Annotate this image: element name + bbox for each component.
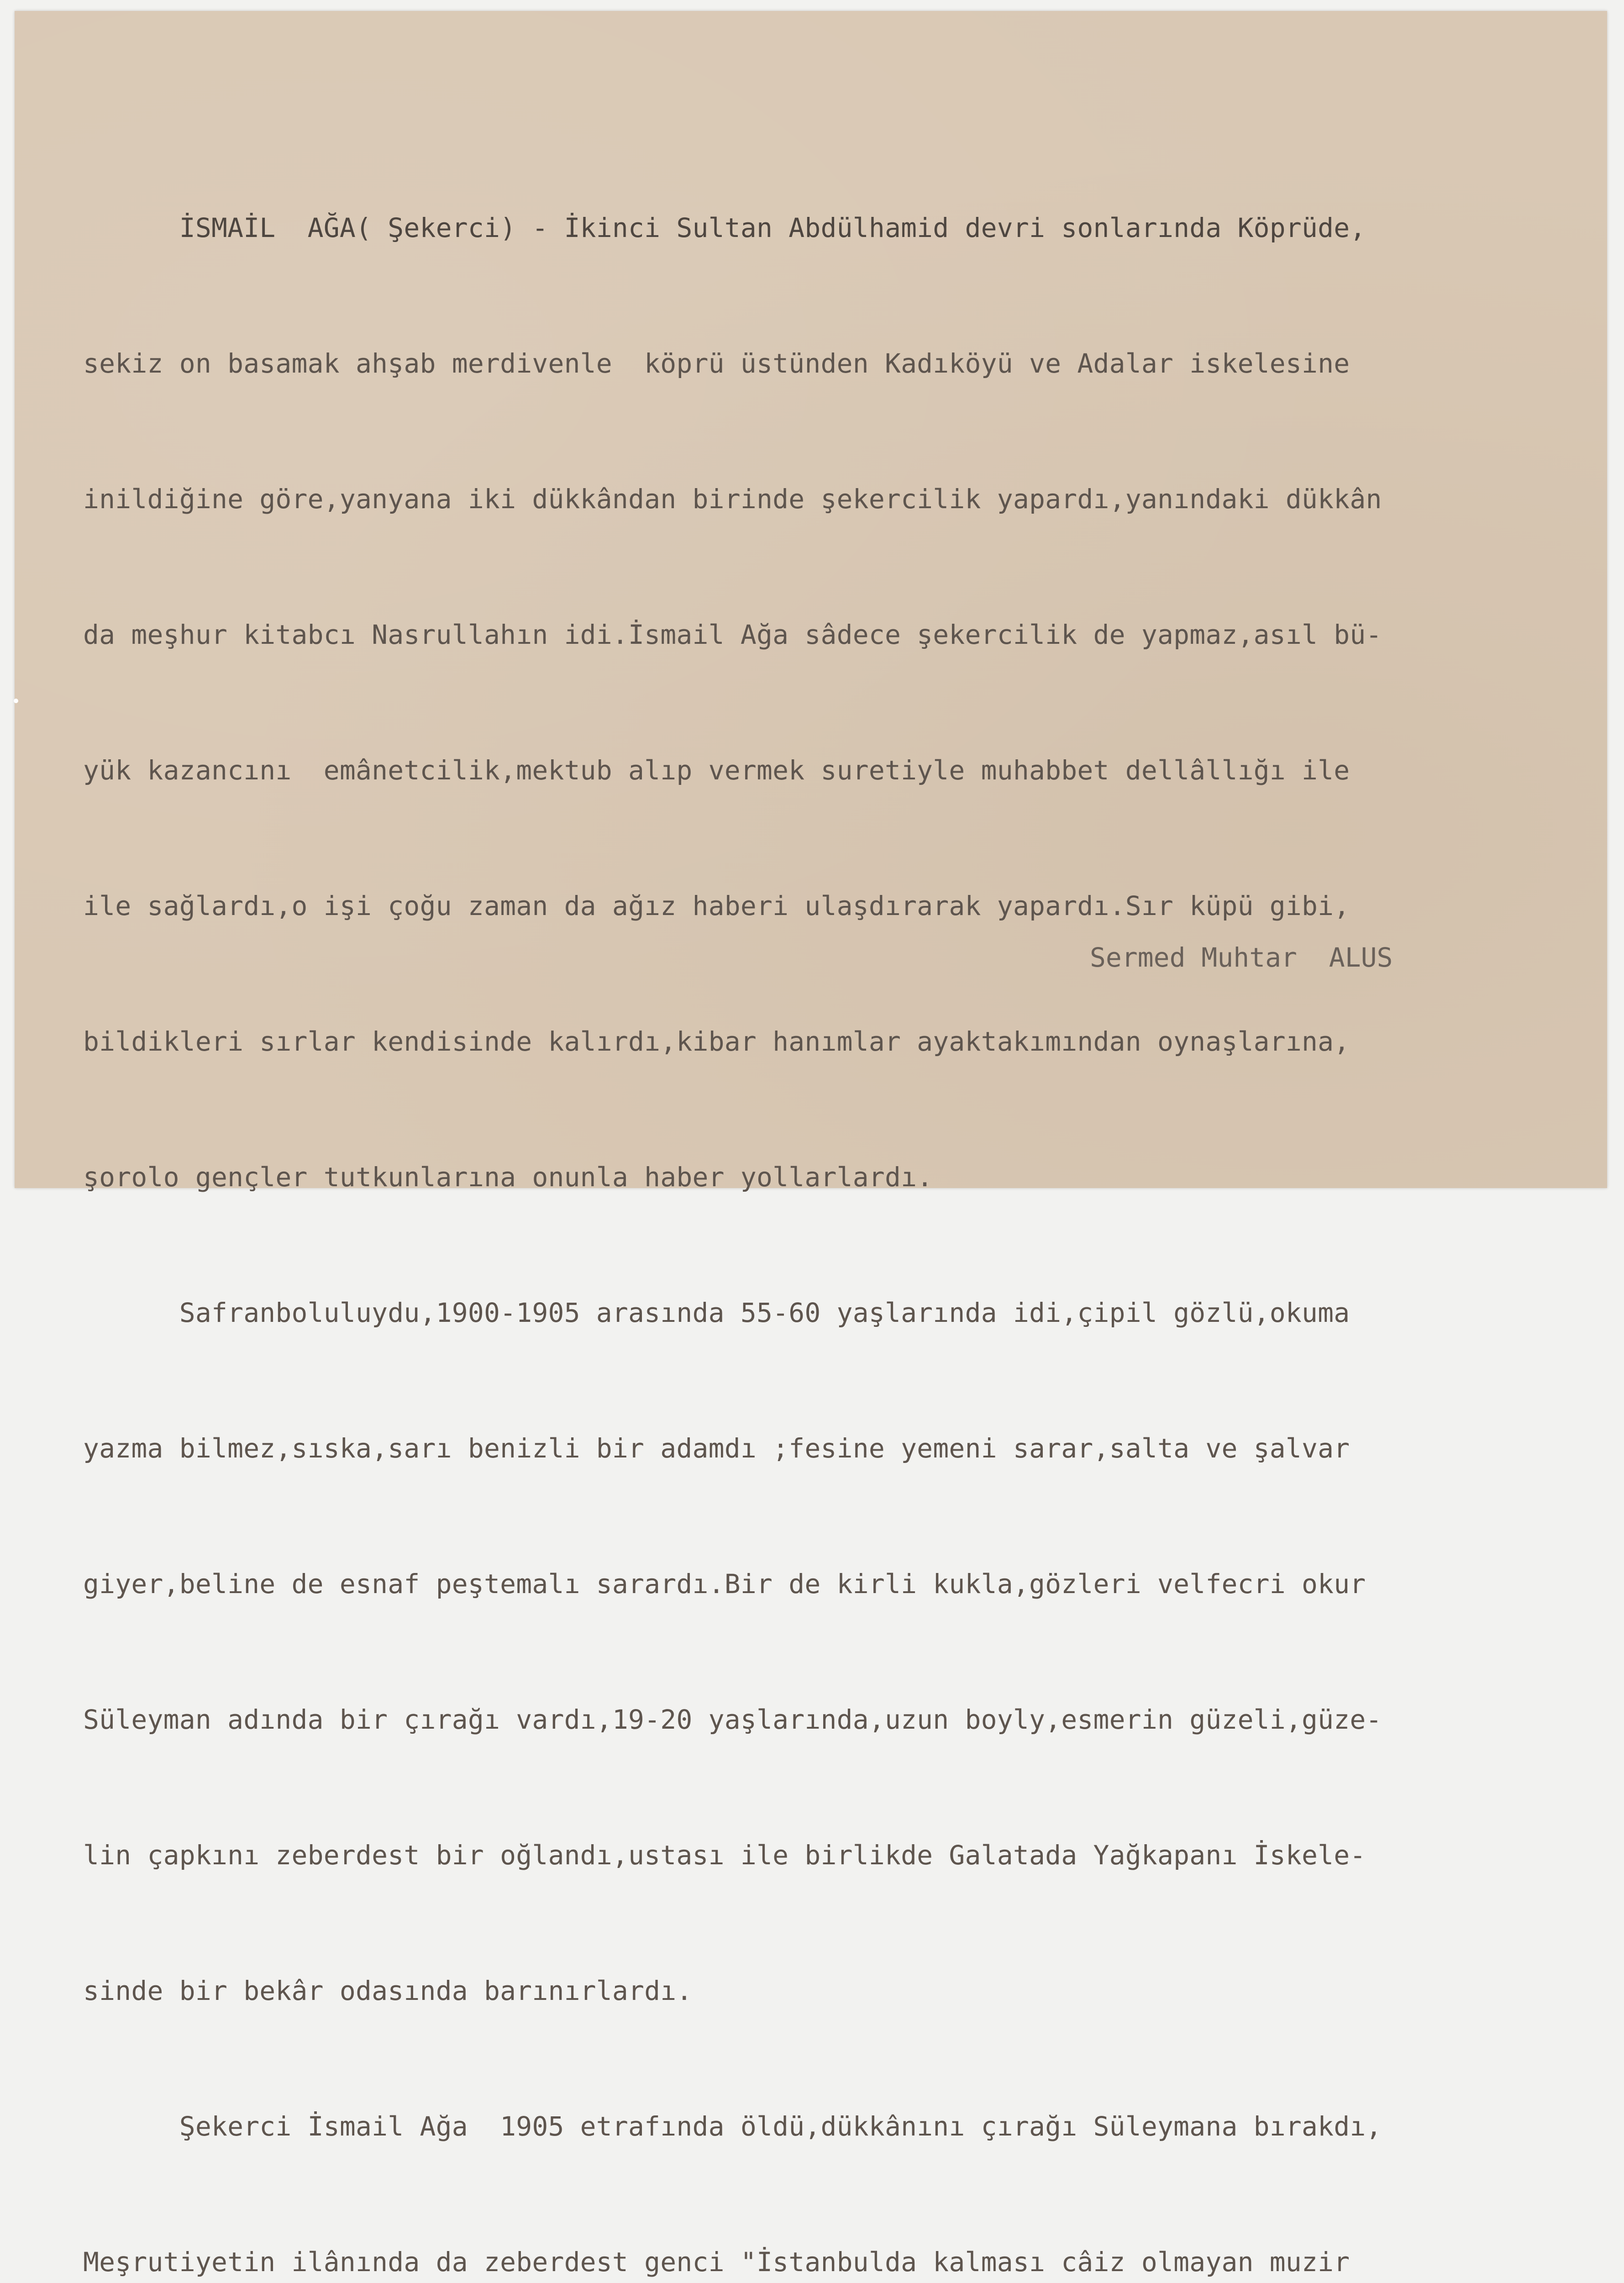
- text-line: da meşhur kitabcı Nasrullahın idi.İsmail Ağa sâdece şekercilik de yapmaz,asıl bü-: [83, 619, 1382, 650]
- text-line: sekiz on basamak ahşab merdivenle köprü üstünden Kadıköyü ve Adalar iskelesine: [83, 348, 1350, 379]
- text-line: Süleyman adında bir çırağı vardı,19-20 yaşlarında,uzun boyly,esmerin güzeli,güze-: [83, 1704, 1382, 1735]
- text-line: şorolo gençler tutkunlarına onunla haber yollarlardı.: [83, 1162, 933, 1193]
- text-line: inildiğine göre,yanyana iki dükkândan birinde şekercilik yapardı,yanındaki dükkân: [83, 484, 1382, 515]
- text-line-title: İSMAİL AĞA( Şekerci) - İkinci Sultan Abdülhamid devri sonlarında Köprüde,: [83, 212, 1366, 243]
- text-line-paragraph-2: Safranboluluydu,1900-1905 arasında 55-60 yaşlarında idi,çipil gözlü,okuma: [83, 1297, 1350, 1328]
- paper-hole-mark: [14, 699, 18, 703]
- text-line: bildikleri sırlar kendisinde kalırdı,kibar hanımlar ayaktakımından oynaşlarına,: [83, 1026, 1350, 1057]
- text-line: Meşrutiyetin ilânında da zeberdest genci "İstanbulda kalması câiz olmayan muzir: [83, 2246, 1350, 2278]
- text-line: lin çapkını zeberdest bir oğlandı,ustası ile birlikde Galatada Yağkapanı İskele-: [83, 1840, 1366, 1871]
- text-line: yük kazancını emânetcilik,mektub alıp vermek suretiyle muhabbet dellâllığı ile: [83, 755, 1350, 786]
- text-line: ile sağlardı,o işi çoğu zaman da ağız haberi ulaşdırarak yapardı.Sır küpü gibi,: [83, 890, 1350, 921]
- body-text: [83, 115, 1613, 2283]
- text-line-paragraph-3: Şekerci İsmail Ağa 1905 etrafında öldü,dükkânını çırağı Süleymana bırakdı,: [83, 2111, 1382, 2142]
- text-line: giyer,beline de esnaf peştemalı sarardı.Bir de kirli kukla,gözleri velfecri okur: [83, 1568, 1366, 1599]
- text-line: yazma bilmez,sıska,sarı benizli bir adamdı ;fesine yemeni sarar,salta ve şalvar: [83, 1433, 1350, 1464]
- typewritten-page: [15, 11, 1607, 2278]
- text-line: sinde bir bekâr odasında barınırlardı.: [83, 1975, 693, 2006]
- author-signature: Sermed Muhtar ALUS: [1090, 942, 1393, 973]
